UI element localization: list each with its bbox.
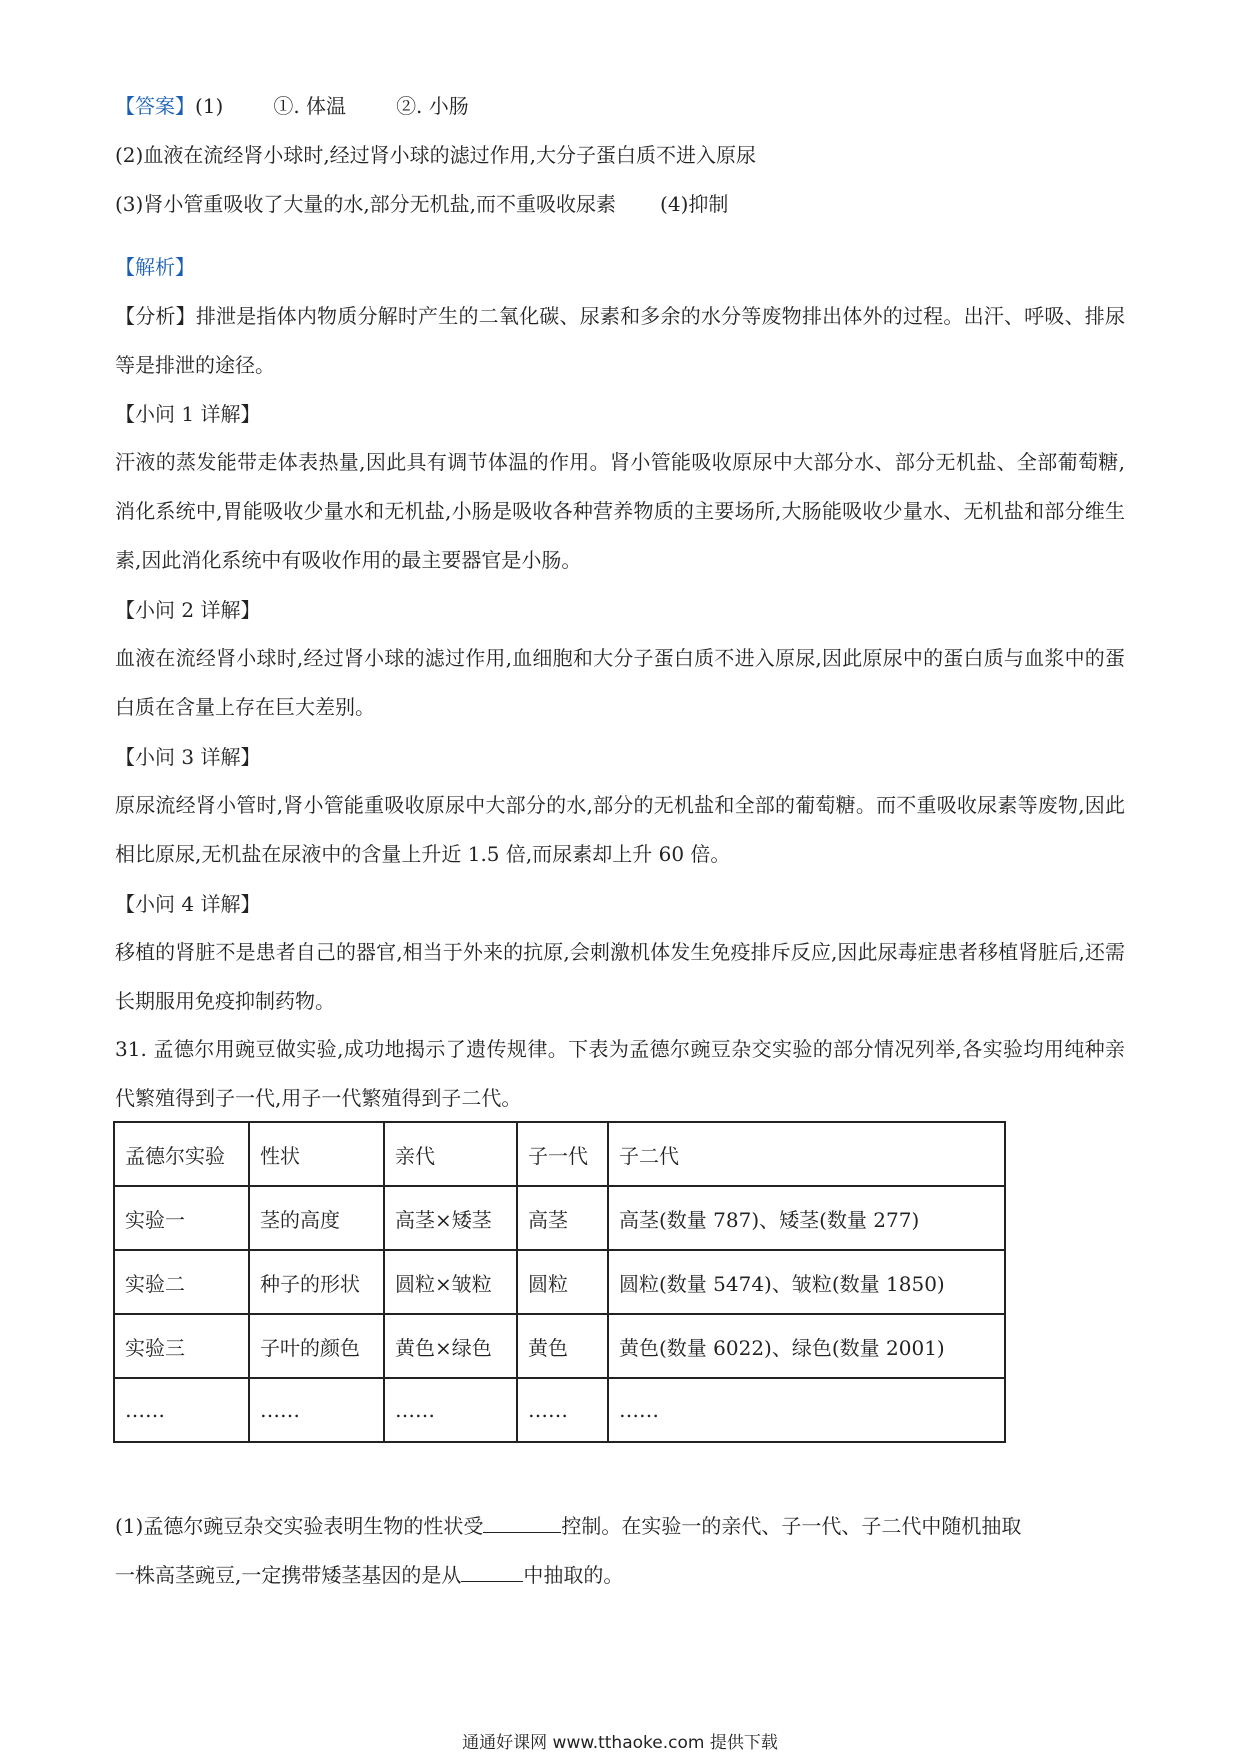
table-cell: 实验二 bbox=[114, 1250, 249, 1314]
question-31-sub1-line1 bbox=[115, 1512, 1021, 1540]
answer-q3: (3)肾小管重吸收了大量的水,部分无机盐,而不重吸收尿素 bbox=[115, 192, 617, 216]
answer-blank-2[interactable] bbox=[461, 1561, 523, 1582]
table-cell: 茎的高度 bbox=[249, 1186, 384, 1250]
table-header-cell: 子一代 bbox=[517, 1122, 608, 1186]
table-cell: 黄色(数量 6022)、绿色(数量 2001) bbox=[608, 1314, 1005, 1378]
sub1-text-part1: (1)孟德尔豌豆杂交实验表明生物的性状受 bbox=[115, 1514, 484, 1538]
subquestion-4-title: 【小问 4 详解】 bbox=[115, 892, 261, 916]
table-cell: 圆粒 bbox=[517, 1250, 608, 1314]
answer-q1-number: (1) bbox=[195, 94, 224, 118]
table-row bbox=[114, 1250, 1005, 1314]
table-header-cell: 亲代 bbox=[384, 1122, 517, 1186]
analysis-intro: 【分析】排泄是指体内物质分解时产生的二氧化碳、尿素和多余的水分等废物排出体外的过程。出汗、呼吸、排尿等是排泄的途径。 bbox=[115, 304, 1125, 377]
subquestion-1-title: 【小问 1 详解】 bbox=[115, 402, 261, 426]
subquestion-2-title: 【小问 2 详解】 bbox=[115, 598, 261, 622]
answer-q2: (2)血液在流经肾小球时,经过肾小球的滤过作用,大分子蛋白质不进入原尿 bbox=[115, 143, 757, 167]
question-31-sub1-line2 bbox=[115, 1561, 623, 1589]
table-cell: 种子的形状 bbox=[249, 1250, 384, 1314]
experiment-table bbox=[113, 1121, 1006, 1443]
table-header-cell: 子二代 bbox=[608, 1122, 1005, 1186]
table-cell: 实验三 bbox=[114, 1314, 249, 1378]
answer-tag: 【答案】 bbox=[115, 94, 195, 118]
answer-blank-1[interactable] bbox=[483, 1512, 561, 1533]
subquestion-4-body: 移植的肾脏不是患者自己的器官,相当于外来的抗原,会刺激机体发生免疫排斥反应,因此尿毒症患者移植肾脏后,还需长期服用免疫抑制药物。 bbox=[115, 940, 1125, 1013]
table-row bbox=[114, 1378, 1005, 1442]
sub1-text-part2: 控制。在实验一的亲代、子一代、子二代中随机抽取 bbox=[561, 1514, 1022, 1538]
table-cell: 子叶的颜色 bbox=[249, 1314, 384, 1378]
table-cell: …… bbox=[114, 1378, 249, 1442]
table-cell: …… bbox=[384, 1378, 517, 1442]
page-footer: 通通好课网 www.tthaoke.com 提供下载 bbox=[462, 1733, 778, 1753]
table-row bbox=[114, 1186, 1005, 1250]
table-cell: 高茎 bbox=[517, 1186, 608, 1250]
subquestion-3-title: 【小问 3 详解】 bbox=[115, 745, 261, 769]
answer-q1-b: ②. 小肠 bbox=[396, 94, 469, 118]
table-cell: 黄色 bbox=[517, 1314, 608, 1378]
table-header-cell: 性状 bbox=[249, 1122, 384, 1186]
answer-line-1 bbox=[115, 92, 469, 120]
table-cell: 实验一 bbox=[114, 1186, 249, 1250]
analysis-tag: 【解析】 bbox=[115, 255, 195, 279]
table-cell: …… bbox=[517, 1378, 608, 1442]
table-cell: …… bbox=[249, 1378, 384, 1442]
subquestion-3-body: 原尿流经肾小管时,肾小管能重吸收原尿中大部分的水,部分的无机盐和全部的葡萄糖。而不重吸收尿素等废物,因此相比原尿,无机盐在尿液中的含量上升近 1.5 倍,而尿素却上升 60 倍。 bbox=[115, 793, 1125, 866]
table-header-row bbox=[114, 1122, 1005, 1186]
table-header-cell: 孟德尔实验 bbox=[114, 1122, 249, 1186]
answer-line-3 bbox=[115, 190, 728, 218]
answer-q1-a: ①. 体温 bbox=[273, 94, 347, 118]
table-row bbox=[114, 1314, 1005, 1378]
question-31-stem: 31. 孟德尔用豌豆做实验,成功地揭示了遗传规律。下表为孟德尔豌豆杂交实验的部分情况列举,各实验均用纯种亲代繁殖得到子一代,用子一代繁殖得到子二代。 bbox=[115, 1037, 1125, 1110]
subquestion-2-body: 血液在流经肾小球时,经过肾小球的滤过作用,血细胞和大分子蛋白质不进入原尿,因此原尿中的蛋白质与血浆中的蛋白质在含量上存在巨大差别。 bbox=[115, 646, 1125, 719]
subquestion-1-body: 汗液的蒸发能带走体表热量,因此具有调节体温的作用。肾小管能吸收原尿中大部分水、部分无机盐、全部葡萄糖,消化系统中,胃能吸收少量水和无机盐,小肠是吸收各种营养物质的主要场所,大肠能吸收少量水、无机盐和部分维生素,因此消化系统中有吸收作用的最主要器官是小肠。 bbox=[115, 450, 1125, 572]
sub1-text-part3: 一株高茎豌豆,一定携带矮茎基因的是从 bbox=[115, 1563, 462, 1587]
answer-q4: (4)抑制 bbox=[660, 192, 729, 216]
table-cell: 黄色×绿色 bbox=[384, 1314, 517, 1378]
table-cell: 圆粒(数量 5474)、皱粒(数量 1850) bbox=[608, 1250, 1005, 1314]
table-cell: 高茎×矮茎 bbox=[384, 1186, 517, 1250]
table-cell: …… bbox=[608, 1378, 1005, 1442]
table-cell: 圆粒×皱粒 bbox=[384, 1250, 517, 1314]
table-cell: 高茎(数量 787)、矮茎(数量 277) bbox=[608, 1186, 1005, 1250]
sub1-text-part4: 中抽取的。 bbox=[523, 1563, 624, 1587]
